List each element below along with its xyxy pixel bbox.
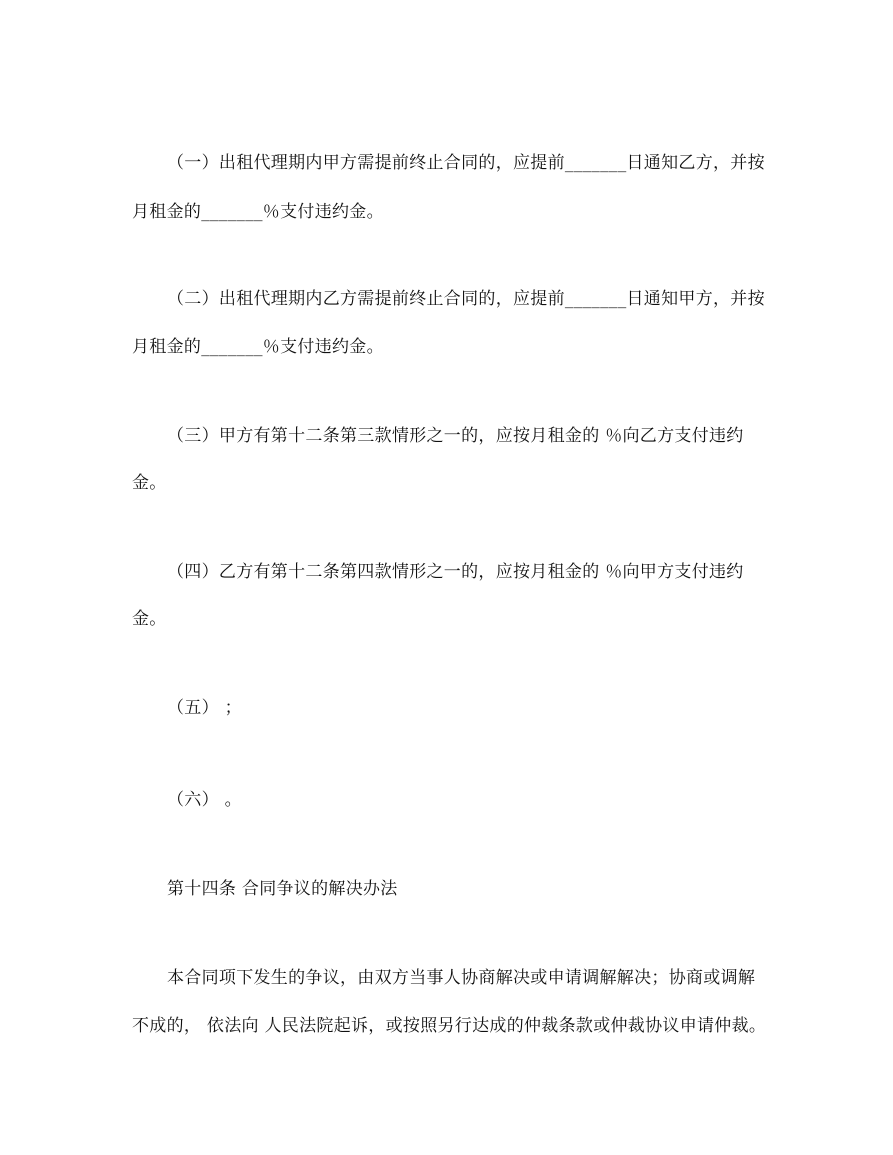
article-14-line-1: 本合同项下发生的争议，由双方当事人协商解决或申请调解解决；协商或调解 <box>167 968 756 988</box>
clause-3-line-2: 金。 <box>132 473 167 493</box>
clause-6: （六） 。 <box>167 790 242 810</box>
article-14-heading: 第十四条 合同争议的解决办法 <box>167 879 398 899</box>
clause-4-line-2: 金。 <box>132 609 167 629</box>
clause-1-line-1: （一）出租代理期内甲方需提前终止合同的，应提前_______日通知乙方，并按 <box>167 153 765 173</box>
clause-3-line-1: （三）甲方有第十二条第三款情形之一的，应按月租金的 ％向乙方支付违约 <box>167 426 744 446</box>
clause-2-line-2: 月租金的_______％支付违约金。 <box>132 337 384 357</box>
clause-4-line-1: （四）乙方有第十二条第四款情形之一的，应按月租金的 ％向甲方支付违约 <box>167 562 744 582</box>
clause-1-line-2: 月租金的_______％支付违约金。 <box>132 202 384 222</box>
clause-5: （五） ； <box>167 698 242 718</box>
article-14-line-2: 不成的， 依法向 人民法院起诉，或按照另行达成的仲裁条款或仲裁协议申请仲裁。 <box>132 1016 767 1036</box>
clause-2-line-1: （二）出租代理期内乙方需提前终止合同的，应提前_______日通知甲方，并按 <box>167 289 765 309</box>
